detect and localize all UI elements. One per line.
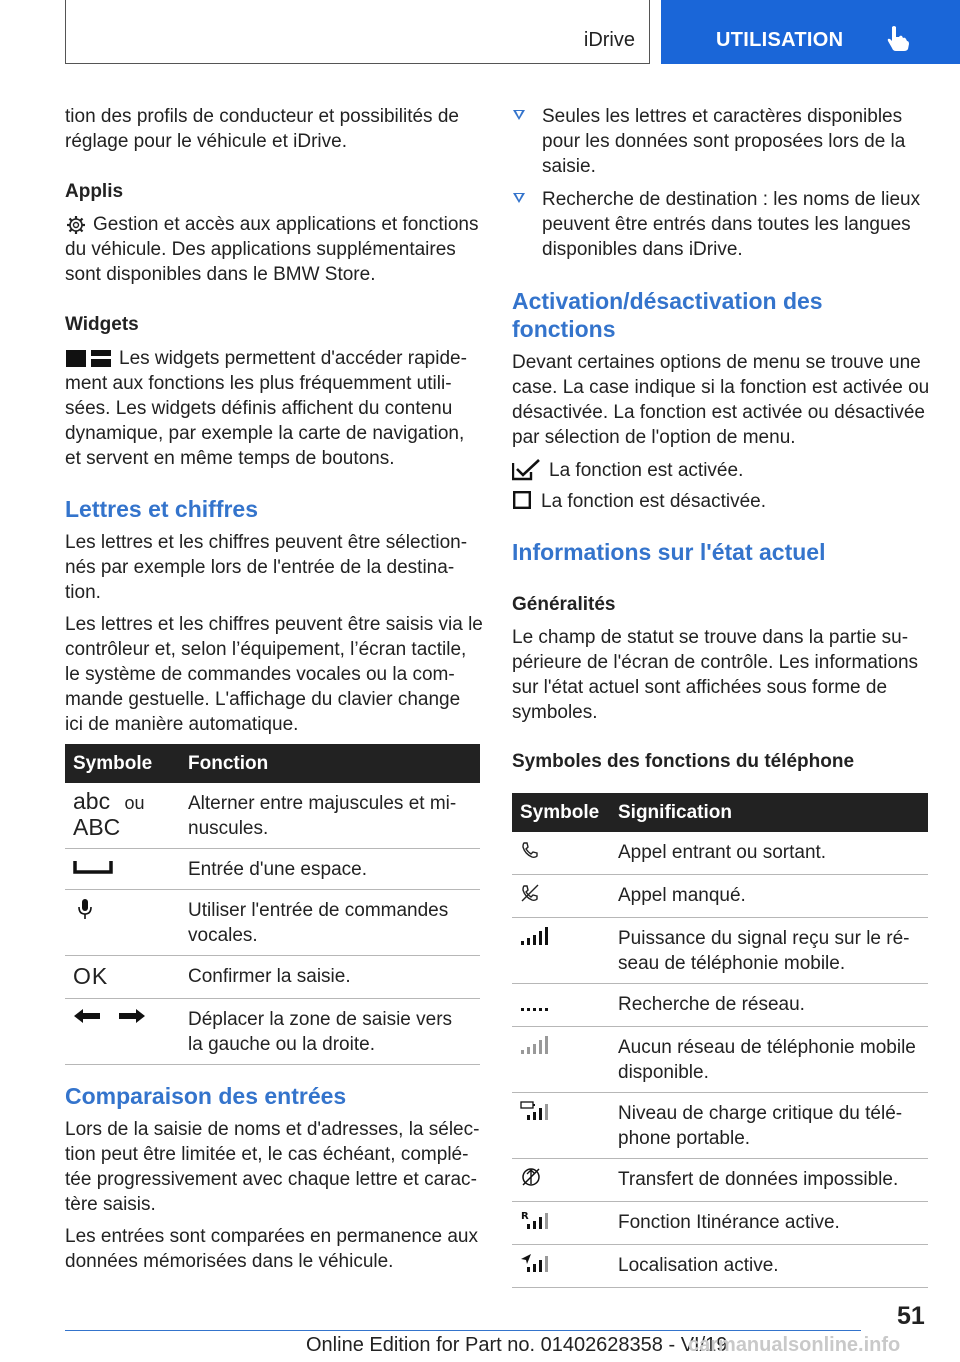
- table-row: [512, 1245, 928, 1288]
- column-header-meaning: Signification: [610, 793, 928, 832]
- space-symbol-cell: [65, 849, 180, 890]
- table-row: [512, 1159, 928, 1202]
- low-battery-icon: [520, 1101, 548, 1121]
- lowercase-symbol: abc: [73, 788, 111, 814]
- phone-symbols-table: [512, 793, 928, 1288]
- table-row: [512, 875, 928, 918]
- footer-divider: [65, 1330, 861, 1331]
- location-description: Localisation active.: [610, 1245, 928, 1288]
- apps-gear-icon: [66, 215, 86, 235]
- table-row: [65, 956, 480, 999]
- svg-text:R: R: [521, 1211, 529, 1222]
- page-number: 51: [897, 1302, 925, 1330]
- applis-title: Applis: [65, 181, 124, 202]
- no-data-icon: [520, 1167, 542, 1187]
- status-heading: Informations sur l'état actuel: [512, 539, 826, 565]
- watermark: carmanualsonline.info: [688, 1334, 901, 1356]
- table-row: [65, 849, 480, 890]
- missed-call-icon: [520, 883, 540, 903]
- footer-edition: Online Edition for Part no. 01402628358 - VI/19: [306, 1334, 728, 1356]
- activation-text: Devant certaines options de menu se trouve une case. La case indique si la fonction est activée ou désactivée. La fonction est activée ou désactivée par sélection de l'option de menu.: [512, 352, 930, 448]
- widgets-title: Widgets: [65, 314, 139, 335]
- no-data-description: Transfert de données impossible.: [610, 1159, 928, 1202]
- activation-heading: Activation/désactivation des fonctions: [512, 288, 823, 342]
- letters-paragraph-2: Les lettres et les chiffres peuvent être saisis via le contrôleur et, selon l’équipement, l’écran tactile, le système de commandes vocales ou la commande gestuelle. L'affichage du clavier change ici de manière automatique.: [65, 614, 483, 735]
- ok-description: Confirmer la saisie.: [180, 956, 480, 999]
- table-row: [512, 832, 928, 875]
- table-header-row: [512, 793, 928, 832]
- space-description: Entrée d'une espace.: [180, 849, 480, 890]
- intro-text: tion des profils de conducteur et possibilités de réglage pour le véhicule et iDrive.: [65, 106, 459, 152]
- table-row: [512, 1027, 928, 1093]
- bullet-item: Recherche de destination : les noms de lieux peuvent être entrés dans toutes les langues disponibles dans iDrive.: [513, 187, 927, 262]
- letters-paragraph-1: Les lettres et les chiffres peuvent être sélectionnés par exemple lors de l'entrée de la destination.: [65, 532, 468, 603]
- table-row: [65, 783, 480, 849]
- ok-symbol-cell: [65, 956, 180, 999]
- location-icon: [520, 1253, 548, 1273]
- arrow-right-icon: [118, 1007, 146, 1025]
- voice-symbol-cell: [65, 890, 180, 956]
- no-network-cell: [512, 1027, 610, 1093]
- ok-symbol: OK: [73, 963, 109, 989]
- table-row: [65, 999, 480, 1065]
- general-title: Généralités: [512, 594, 616, 615]
- checkbox-unchecked-icon: [513, 491, 531, 509]
- checkbox-checked-icon: [512, 459, 542, 481]
- function-inactive-text: La fonction est désactivée.: [541, 491, 766, 512]
- table-row: [512, 1093, 928, 1159]
- table-row: [65, 890, 480, 956]
- table-row: [512, 984, 928, 1027]
- phone-symbols-title: Symboles des fonctions du téléphone: [512, 751, 855, 772]
- hand-pointer-icon: [886, 25, 910, 51]
- signal-strength-icon: [520, 926, 548, 946]
- low-battery-description: Niveau de charge critique du téléphone portable.: [610, 1093, 928, 1159]
- compare-paragraph-2: Les entrées sont comparées en permanence aux données mémorisées dans le véhicule.: [65, 1226, 478, 1272]
- table-header-row: [65, 744, 480, 783]
- header-chapter-tab: [661, 0, 960, 64]
- column-header-symbol: Symbole: [512, 793, 610, 832]
- header-section-title: iDrive: [583, 29, 635, 51]
- network-search-description: Recherche de réseau.: [610, 984, 928, 1027]
- bullet-triangle-icon: [513, 110, 525, 120]
- widgets-icon: [66, 349, 112, 367]
- table-row: [512, 918, 928, 984]
- network-search-cell: [512, 984, 610, 1027]
- missed-call-description: Appel manqué.: [610, 875, 928, 918]
- arrow-left-icon: [73, 1007, 101, 1025]
- roaming-cell: [512, 1202, 610, 1245]
- no-network-icon: [520, 1035, 548, 1055]
- arrows-symbol-cell: [65, 999, 180, 1065]
- network-search-icon: [520, 992, 548, 1012]
- space-bar-icon: [73, 857, 113, 875]
- bullet-item: Seules les lettres et caractères disponibles pour les données sont proposées lors de la saisie.: [513, 104, 927, 179]
- phone-call-cell: [512, 832, 610, 875]
- no-data-cell: [512, 1159, 610, 1202]
- roaming-icon: [520, 1210, 548, 1230]
- general-text: Le champ de statut se trouve dans la partie supérieure de l'écran de contrôle. Les informations sur l'état actuel sont affichées sous forme de symboles.: [512, 627, 919, 723]
- bullet-triangle-icon: [513, 193, 525, 203]
- function-active-text: La fonction est activée.: [549, 460, 744, 481]
- header-section-box: [65, 0, 650, 64]
- applis-text: Gestion et accès aux applications et fonctions du véhicule. Des applications supplémentaires sont disponibles dans le BMW Store.: [65, 214, 479, 285]
- letters-heading: Lettres et chiffres: [65, 496, 259, 522]
- phone-call-description: Appel entrant ou sortant.: [610, 832, 928, 875]
- widgets-text: Les widgets permettent d'accéder rapidement aux fonctions les plus fréquemment utilisées. Les widgets définis affichent du contenu dynamique, par exemple la carte de navigation, et servent en même temps de boutons.: [65, 348, 467, 469]
- arrows-description: Déplacer la zone de saisie vers la gauche ou la droite.: [180, 999, 480, 1065]
- header-chapter-title: UTILISATION: [716, 29, 844, 51]
- no-network-description: Aucun réseau de téléphonie mobile disponible.: [610, 1027, 928, 1093]
- case-toggle-description: Alterner entre majuscules et minuscules.: [180, 783, 480, 849]
- column-header-function: Fonction: [180, 744, 480, 783]
- uppercase-symbol: ABC: [73, 814, 121, 840]
- phone-call-icon: [520, 840, 540, 860]
- case-toggle-symbol-cell: [65, 783, 180, 849]
- voice-description: Utiliser l'entrée de commandes vocales.: [180, 890, 480, 956]
- low-battery-cell: [512, 1093, 610, 1159]
- signal-strength-cell: [512, 918, 610, 984]
- roaming-description: Fonction Itinérance active.: [610, 1202, 928, 1245]
- signal-strength-description: Puissance du signal reçu sur le réseau de téléphonie mobile.: [610, 918, 928, 984]
- input-symbols-table: [65, 744, 480, 1065]
- location-cell: [512, 1245, 610, 1288]
- microphone-icon: [77, 898, 93, 920]
- compare-heading: Comparaison des entrées: [65, 1083, 347, 1109]
- table-row: [512, 1202, 928, 1245]
- compare-paragraph-1: Lors de la saisie de noms et d'adresses, la sélection peut être limitée et, le cas échéant, complétée progressivement avec chaque lettre et caractère saisis.: [65, 1119, 480, 1215]
- column-header-symbol: Symbole: [65, 744, 180, 783]
- or-label: ou: [124, 793, 145, 813]
- missed-call-cell: [512, 875, 610, 918]
